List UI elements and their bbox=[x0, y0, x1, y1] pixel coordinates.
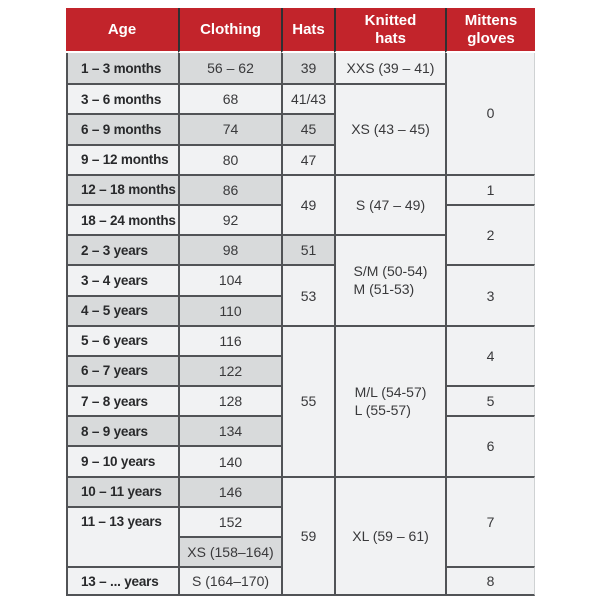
cell-age-row2: 3 – 6 months bbox=[66, 83, 178, 113]
cell-clothing-row18: S (164–170) bbox=[178, 566, 281, 596]
header-row bbox=[66, 8, 535, 53]
multiline-text: S/M (50-54) M (51-53) bbox=[353, 263, 428, 298]
cell-clothing-row15: 146 bbox=[178, 476, 281, 506]
cell-hats-row7: 51 bbox=[281, 234, 334, 264]
cell-clothing-row11: 122 bbox=[178, 355, 281, 385]
cell-hats-row5: 49 bbox=[281, 174, 334, 234]
cell-knitted-hats-row10 bbox=[334, 325, 445, 476]
cell-age-row4: 9 – 12 months bbox=[66, 144, 178, 174]
cell-hats-row3: 45 bbox=[281, 113, 334, 143]
table-row-8 bbox=[66, 264, 535, 294]
cell-age-row5: 12 – 18 months bbox=[66, 174, 178, 204]
cell-age-row11: 6 – 7 years bbox=[66, 355, 178, 385]
cell-mittens-gloves-row1: 0 bbox=[445, 53, 535, 174]
cell-age-row3: 6 – 9 months bbox=[66, 113, 178, 143]
cell-age-row12: 7 – 8 years bbox=[66, 385, 178, 415]
cell-clothing-row2: 68 bbox=[178, 83, 281, 113]
cell-hats-row8: 53 bbox=[281, 264, 334, 324]
cell-clothing-row17: XS (158–164) bbox=[178, 536, 281, 566]
cell-knitted-hats-row2: XS (43 – 45) bbox=[334, 83, 445, 174]
cell-mittens-gloves-row12: 5 bbox=[445, 385, 535, 415]
cell-age-row13: 8 – 9 years bbox=[66, 415, 178, 445]
multiline-text: M/L (54-57) L (55-57) bbox=[354, 383, 427, 419]
table-row-15 bbox=[66, 476, 535, 506]
cell-mittens-gloves-row10: 4 bbox=[445, 325, 535, 385]
cell-clothing-row10: 116 bbox=[178, 325, 281, 355]
cell-age-row15: 10 – 11 years bbox=[66, 476, 178, 506]
cell-hats-row1: 39 bbox=[281, 53, 334, 83]
table-row-1 bbox=[66, 53, 535, 83]
cell-clothing-row7: 98 bbox=[178, 234, 281, 264]
size-chart bbox=[66, 8, 535, 596]
cell-clothing-row3: 74 bbox=[178, 113, 281, 143]
cell-hats-row15: 59 bbox=[281, 476, 334, 597]
cell-clothing-row4: 80 bbox=[178, 144, 281, 174]
cell-age-row9: 4 – 5 years bbox=[66, 295, 178, 325]
cell-age-row6: 18 – 24 months bbox=[66, 204, 178, 234]
table-row-5 bbox=[66, 174, 535, 204]
cell-mittens-gloves-row8: 3 bbox=[445, 264, 535, 324]
cell-age-row1: 1 – 3 months bbox=[66, 53, 178, 83]
cell-knitted-hats-row15: XL (59 – 61) bbox=[334, 476, 445, 597]
cell-clothing-row5: 86 bbox=[178, 174, 281, 204]
cell-age-row10: 5 – 6 years bbox=[66, 325, 178, 355]
cell-knitted-hats-row5: S (47 – 49) bbox=[334, 174, 445, 234]
cell-knitted-hats-row1: XXS (39 – 41) bbox=[334, 53, 445, 83]
cell-clothing-row13: 134 bbox=[178, 415, 281, 445]
size-chart-table bbox=[66, 8, 535, 596]
column-header-mittens-gloves: Mittens gloves bbox=[445, 8, 535, 53]
column-header-hats: Hats bbox=[281, 8, 334, 53]
cell-age-row8: 3 – 4 years bbox=[66, 264, 178, 294]
cell-hats-row2: 41/43 bbox=[281, 83, 334, 113]
cell-age-row18: 13 – ... years bbox=[66, 566, 178, 596]
cell-mittens-gloves-row5: 1 bbox=[445, 174, 535, 204]
table-header bbox=[66, 8, 535, 53]
cell-clothing-row14: 140 bbox=[178, 445, 281, 475]
table-body bbox=[66, 53, 535, 596]
cell-age-row14: 9 – 10 years bbox=[66, 445, 178, 475]
cell-age-row7: 2 – 3 years bbox=[66, 234, 178, 264]
cell-clothing-row12: 128 bbox=[178, 385, 281, 415]
cell-mittens-gloves-row15: 7 bbox=[445, 476, 535, 567]
cell-knitted-hats-row7 bbox=[334, 234, 445, 325]
cell-clothing-row9: 110 bbox=[178, 295, 281, 325]
cell-age-row16: 11 – 13 years bbox=[66, 506, 178, 566]
cell-hats-row10: 55 bbox=[281, 325, 334, 476]
column-header-clothing: Clothing bbox=[178, 8, 281, 53]
column-header-age: Age bbox=[66, 8, 178, 53]
cell-mittens-gloves-row13: 6 bbox=[445, 415, 535, 475]
cell-clothing-row16: 152 bbox=[178, 506, 281, 536]
cell-clothing-row8: 104 bbox=[178, 264, 281, 294]
cell-hats-row4: 47 bbox=[281, 144, 334, 174]
cell-clothing-row1: 56 – 62 bbox=[178, 53, 281, 83]
column-header-knitted-hats: Knitted hats bbox=[334, 8, 445, 53]
table-row-10 bbox=[66, 325, 535, 355]
cell-mittens-gloves-row6: 2 bbox=[445, 204, 535, 264]
cell-clothing-row6: 92 bbox=[178, 204, 281, 234]
cell-mittens-gloves-row18: 8 bbox=[445, 566, 535, 596]
